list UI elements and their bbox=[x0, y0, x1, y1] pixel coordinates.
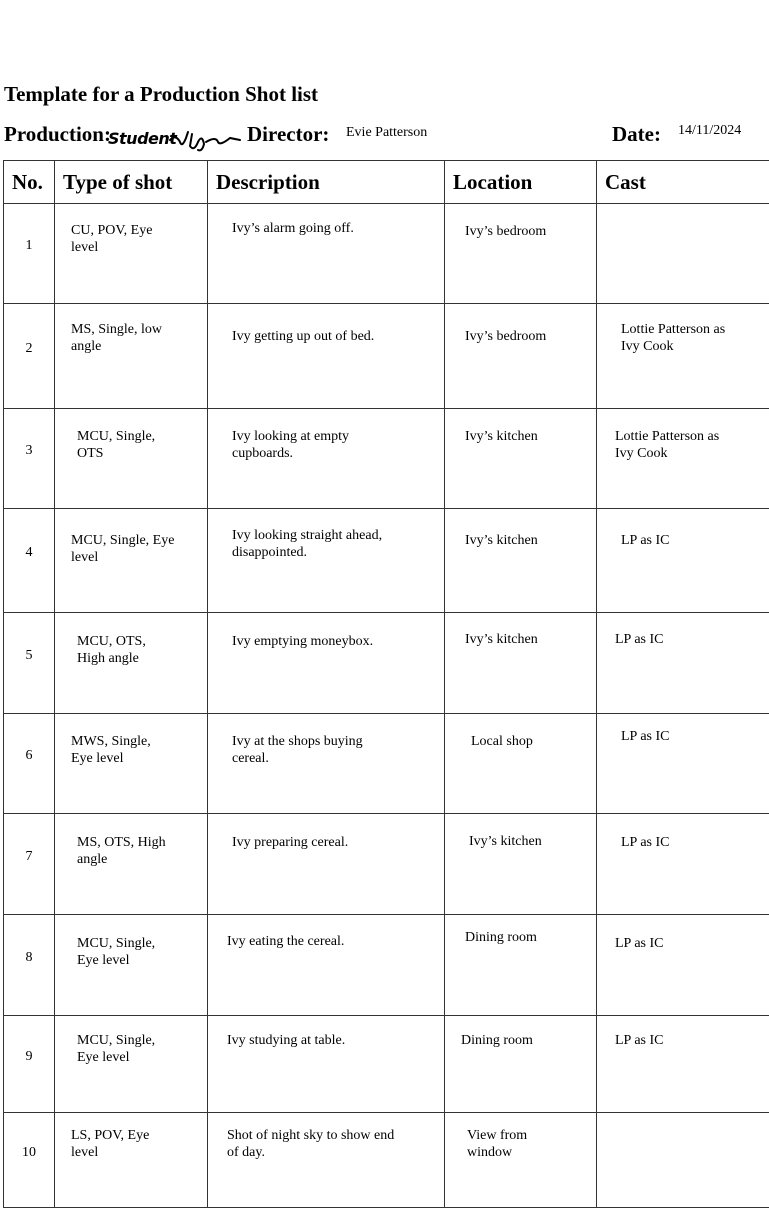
description-cell: Ivy getting up out of bed. bbox=[208, 304, 445, 409]
row-number: 1 bbox=[4, 204, 55, 304]
row-number: 6 bbox=[4, 714, 55, 814]
table-row bbox=[4, 814, 769, 915]
row-number: 9 bbox=[4, 1016, 55, 1113]
description-cell: Ivy preparing cereal. bbox=[208, 814, 445, 915]
director-label: Director: bbox=[247, 122, 329, 147]
type-of-shot-cell: MCU, OTS, High angle bbox=[55, 613, 208, 714]
cast-cell: Lottie Patterson as Ivy Cook bbox=[597, 304, 769, 409]
description-cell: Ivy eating the cereal. bbox=[208, 915, 445, 1016]
header-no: No. bbox=[4, 161, 55, 204]
row-number: 10 bbox=[4, 1113, 55, 1208]
shot-list-table bbox=[3, 160, 769, 1208]
table-header-row bbox=[4, 161, 769, 204]
location-cell: Ivy’s kitchen bbox=[445, 814, 597, 915]
table-row bbox=[4, 915, 769, 1016]
table-row bbox=[4, 509, 769, 613]
cast-cell: LP as IC bbox=[597, 814, 769, 915]
table-row bbox=[4, 613, 769, 714]
svg-text:Student: Student bbox=[108, 129, 178, 148]
location-cell: Dining room bbox=[445, 1016, 597, 1113]
location-cell: View from window bbox=[445, 1113, 597, 1208]
director-value: Evie Patterson bbox=[346, 125, 427, 141]
cast-cell: LP as IC bbox=[597, 1016, 769, 1113]
production-signature bbox=[106, 124, 244, 154]
cast-cell: LP as IC bbox=[597, 714, 769, 814]
table-row bbox=[4, 304, 769, 409]
row-number: 3 bbox=[4, 409, 55, 509]
row-number: 4 bbox=[4, 509, 55, 613]
header-description: Description bbox=[208, 161, 445, 204]
row-number: 5 bbox=[4, 613, 55, 714]
type-of-shot-cell: MCU, Single, Eye level bbox=[55, 509, 208, 613]
header-location: Location bbox=[445, 161, 597, 204]
page-title: Template for a Production Shot list bbox=[4, 82, 318, 107]
location-cell: Local shop bbox=[445, 714, 597, 814]
table-row bbox=[4, 1016, 769, 1113]
table-row bbox=[4, 204, 769, 304]
type-of-shot-cell: CU, POV, Eye level bbox=[55, 204, 208, 304]
table-row bbox=[4, 1113, 769, 1208]
cast-cell: LP as IC bbox=[597, 613, 769, 714]
type-of-shot-cell: MWS, Single, Eye level bbox=[55, 714, 208, 814]
production-label: Production: bbox=[4, 122, 111, 147]
header-type-of-shot: Type of shot bbox=[55, 161, 208, 204]
location-cell: Dining room bbox=[445, 915, 597, 1016]
cast-cell: LP as IC bbox=[597, 509, 769, 613]
date-value: 14/11/2024 bbox=[678, 123, 741, 139]
table-row bbox=[4, 409, 769, 509]
type-of-shot-cell: MS, Single, low angle bbox=[55, 304, 208, 409]
location-cell: Ivy’s bedroom bbox=[445, 304, 597, 409]
cast-cell bbox=[597, 204, 769, 304]
cast-cell: Lottie Patterson as Ivy Cook bbox=[597, 409, 769, 509]
type-of-shot-cell: MCU, Single, OTS bbox=[55, 409, 208, 509]
type-of-shot-cell: LS, POV, Eye level bbox=[55, 1113, 208, 1208]
location-cell: Ivy’s kitchen bbox=[445, 509, 597, 613]
description-cell: Ivy studying at table. bbox=[208, 1016, 445, 1113]
description-cell: Ivy emptying moneybox. bbox=[208, 613, 445, 714]
type-of-shot-cell: MCU, Single, Eye level bbox=[55, 1016, 208, 1113]
description-cell: Ivy looking straight ahead, disappointed. bbox=[208, 509, 445, 613]
description-cell: Ivy looking at empty cupboards. bbox=[208, 409, 445, 509]
cast-cell bbox=[597, 1113, 769, 1208]
description-cell: Shot of night sky to show end of day. bbox=[208, 1113, 445, 1208]
table-row bbox=[4, 714, 769, 814]
location-cell: Ivy’s bedroom bbox=[445, 204, 597, 304]
row-number: 7 bbox=[4, 814, 55, 915]
type-of-shot-cell: MCU, Single, Eye level bbox=[55, 915, 208, 1016]
type-of-shot-cell: MS, OTS, High angle bbox=[55, 814, 208, 915]
row-number: 8 bbox=[4, 915, 55, 1016]
location-cell: Ivy’s kitchen bbox=[445, 613, 597, 714]
description-cell: Ivy’s alarm going off. bbox=[208, 204, 445, 304]
date-label: Date: bbox=[612, 122, 661, 147]
header-cast: Cast bbox=[597, 161, 769, 204]
row-number: 2 bbox=[4, 304, 55, 409]
cast-cell: LP as IC bbox=[597, 915, 769, 1016]
location-cell: Ivy’s kitchen bbox=[445, 409, 597, 509]
description-cell: Ivy at the shops buying cereal. bbox=[208, 714, 445, 814]
